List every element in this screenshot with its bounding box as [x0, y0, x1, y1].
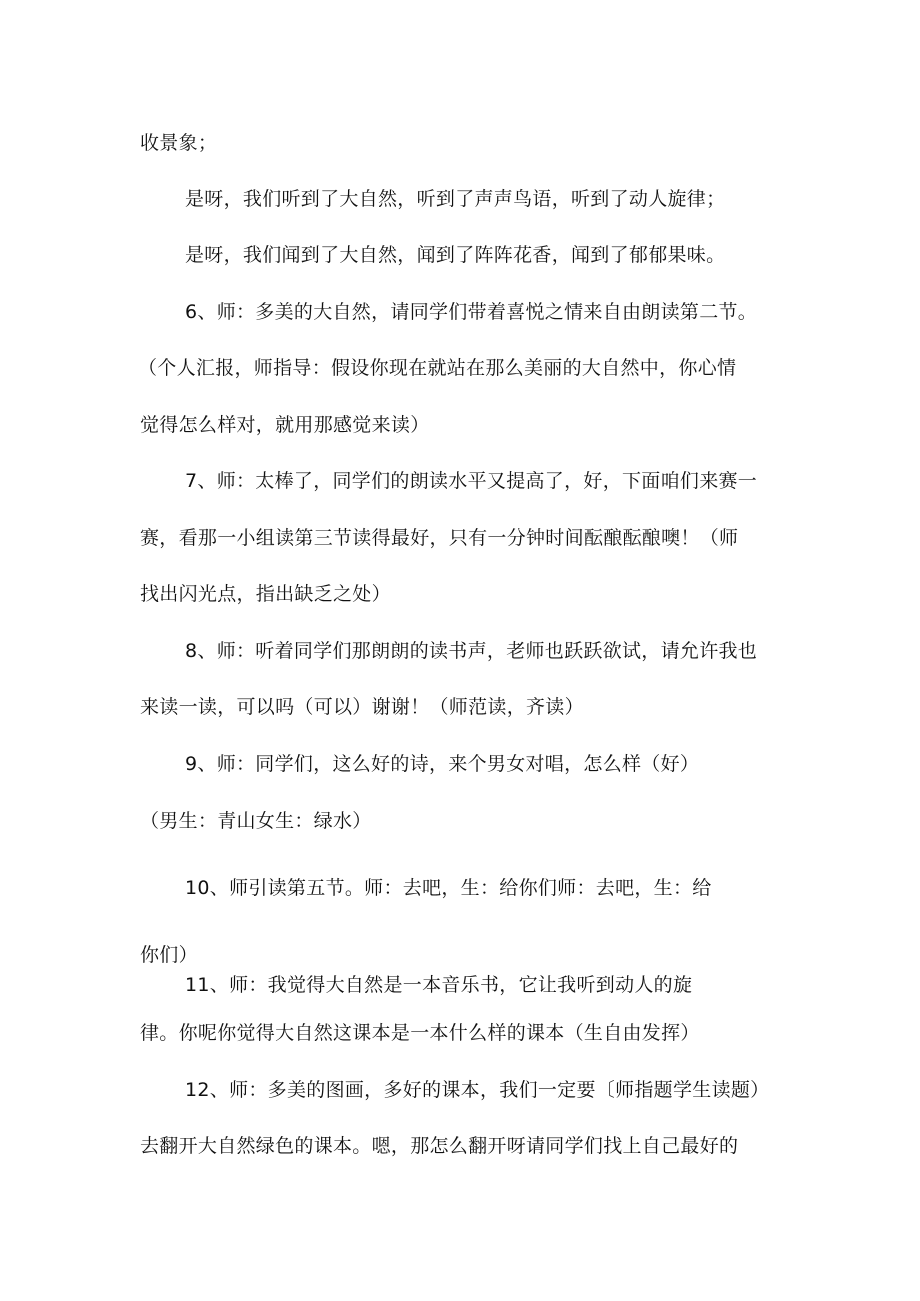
text-line-17: 律。你呢你觉得大自然这课本是一本什么样的课本（生自由发挥）: [140, 1022, 700, 1044]
text-line-7: 7、师：太棒了，同学们的朗读水平又提高了，好，下面咱们来赛一: [185, 470, 758, 492]
text-line-19: 去翻开大自然绿色的课本。嗯，那怎么翻开呀请同学们找上自己最好的: [140, 1135, 739, 1157]
text-line-3: 是呀，我们闻到了大自然，闻到了阵阵花香，闻到了郁郁果味。: [185, 244, 726, 266]
text-line-15: 你们）: [140, 944, 198, 966]
text-line-5: （个人汇报，师指导：假设你现在就站在那么美丽的大自然中，你心情: [138, 357, 737, 379]
text-line-9: 找出闪光点，指出缺乏之处）: [140, 583, 391, 605]
text-line-4: 6、师：多美的大自然，请同学们带着喜悦之情来自由朗读第二节。: [185, 301, 758, 323]
text-line-18: 12、师：多美的图画，多好的课本，我们一定要〔师指题学生读题）: [185, 1079, 770, 1101]
text-line-16: 11、师：我觉得大自然是一本音乐书，它让我听到动人的旋: [185, 974, 693, 996]
text-line-10: 8、师：听着同学们那朗朗的读书声，老师也跃跃欲试，请允许我也: [185, 640, 758, 662]
text-line-1: 收景象；: [140, 132, 218, 154]
text-line-12: 9、师：同学们，这么好的诗，来个男女对唱，怎么样（好）: [185, 753, 700, 775]
text-line-6: 觉得怎么样对，就用那感觉来读）: [140, 414, 430, 436]
text-line-11: 来读一读，可以吗（可以）谢谢！（师范读，齐读）: [140, 696, 584, 718]
text-line-13: （男生：青山女生：绿水）: [140, 810, 372, 832]
text-line-8: 赛，看那一小组读第三节读得最好，只有一分钟时间酝酿酝酿噢！（师: [140, 527, 739, 549]
text-line-2: 是呀，我们听到了大自然，听到了声声鸟语，听到了动人旋律；: [185, 188, 726, 210]
text-line-14: 10、师引读第五节。师：去吧，生：给你们师：去吧，生：给: [185, 877, 712, 899]
